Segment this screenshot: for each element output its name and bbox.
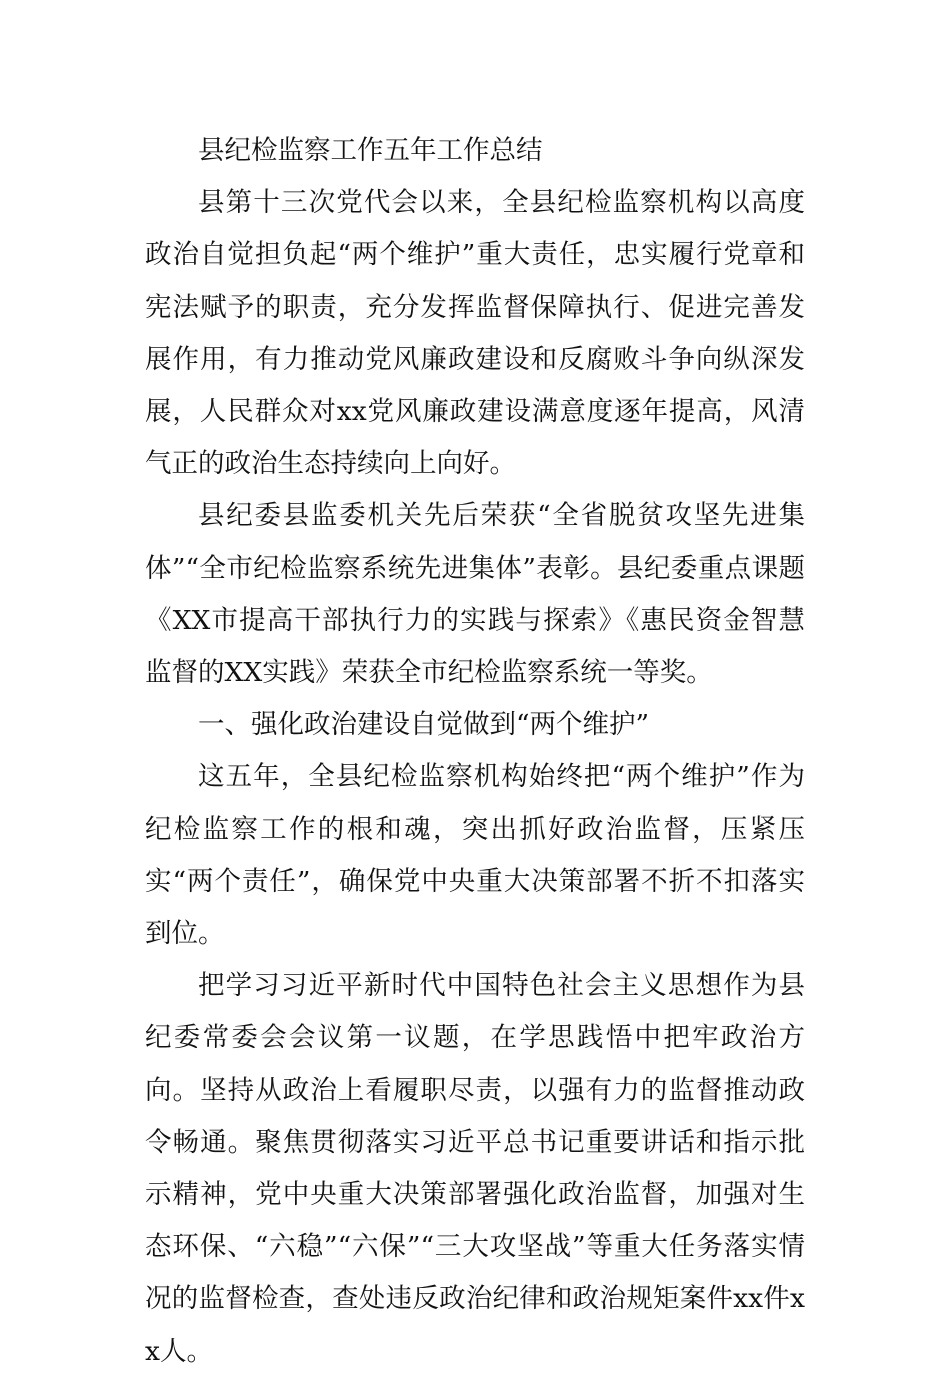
document-title: 县纪检监察工作五年工作总结 xyxy=(198,135,543,166)
paragraph-section-1-detail: 把学习习近平新时代中国特色社会主义思想作为县纪委常委会会议第一议题，在学思践悟中把牢政治方向。坚持从政治上看履职尽责，以强有力的监督推动政令畅通。聚焦贯彻落实习近平总书记重要讲话和指示批示精神，党中央重大决策部署强化政治监督，加强对生态环保、“六稳”“六保”“三大攻坚战”等重大任务落实情况的监督检查，查处违反政治纪律和政治规矩案件xx件xx人。 xyxy=(145,970,805,1367)
document-body xyxy=(145,125,805,1378)
section-heading-1: 一、强化政治建设自觉做到“两个维护” xyxy=(198,709,650,741)
paragraph-honors: 县纪委县监委机关先后荣获“全省脱贫攻坚先进集体”“全市纪检监察系统先进集体”表彰。县纪委重点课题《XX市提高干部执行力的实践与探索》《惠民资金智慧监督的XX实践》荣获全市纪检监察系统一等奖。 xyxy=(145,500,805,689)
paragraph-intro: 县第十三次党代会以来，全县纪检监察机构以高度政治自觉担负起“两个维护”重大责任，忠实履行党章和宪法赋予的职责，充分发挥监督保障执行、促进完善发展作用，有力推动党风廉政建设和反腐败斗争向纵深发展，人民群众对xx党风廉政建设满意度逐年提高，风清气正的政治生态持续向上向好。 xyxy=(145,187,805,480)
paragraph-section-1-summary: 这五年，全县纪检监察机构始终把“两个维护”作为纪检监察工作的根和魂，突出抓好政治监督，压紧压实“两个责任”，确保党中央重大决策部署不折不扣落实到位。 xyxy=(145,761,805,950)
